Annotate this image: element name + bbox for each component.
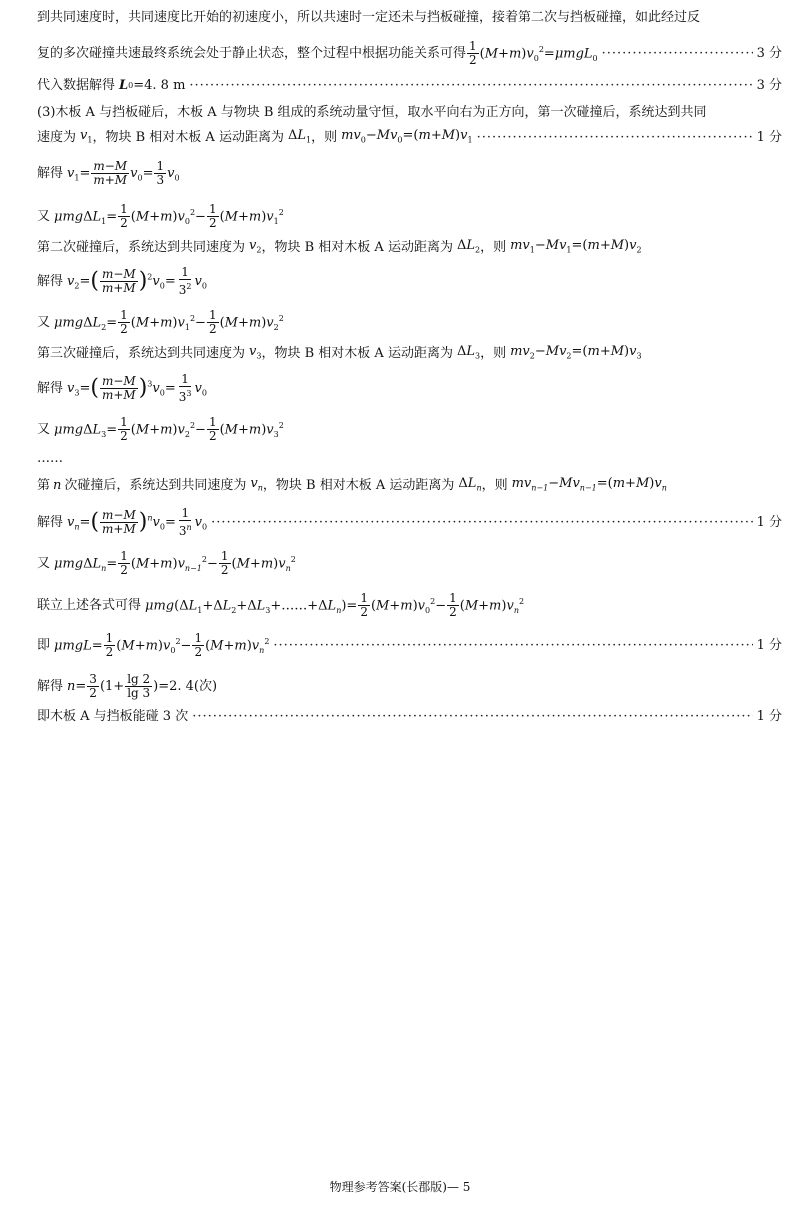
text-line-11: 第三次碰撞后，系统达到共同速度为 $v_3$ ，物块 B 相对木板 A 运动距离为 $\Delta L_3$ ，则 $mv_2-Mv_2=(m+M)v_3$ (37, 342, 782, 367)
equation: n= $\frac{3}{2}$ (1+ $\frac{\lg 2}{\lg 3}$ ) (67, 672, 159, 700)
equation: μmgΔL$_n$= $\frac{1}{2}$ $(M+m)v_{n-1}^2-$ $\frac{1}{2}$ $(M+m)v_n^2$ (54, 549, 296, 578)
text: ，物块 B 相对木板 A 运动距离为 (262, 478, 455, 494)
text: 次碰撞后，系统达到共同速度为 (64, 478, 247, 494)
text: 即木板 A 与挡板能碰 3 次 (37, 709, 189, 724)
equation: $mv_{n-1}-Mv_{n-1}=(m+M)v_n$ (511, 476, 667, 493)
dot-leader (192, 707, 752, 727)
text: 解得 (37, 273, 64, 289)
text-line-5: 速度为 $v_1$ ，物块 B 相对木板 A 运动距离为 $\Delta L_1$ ，则 $mv_0-Mv_0=(m+M)v_1$ ····· 1 分 (37, 126, 782, 151)
text-line-21 (37, 707, 782, 727)
score: 1 分 (756, 709, 782, 724)
page-footer: 物理参考答案(长郡版)— 5 (329, 1180, 471, 1194)
dot-leader (602, 44, 753, 64)
text: 又 (37, 315, 51, 331)
equation: $mv_1-Mv_1=(m+M)v_2$ (510, 238, 642, 255)
equation: $\frac{1}{2}$ $(M+m)v_0^2=\mu mgL_0$ (469, 39, 598, 68)
text-line-17 (37, 550, 782, 579)
equation: $v_2=$( $\frac{m-M}{m+M}$ )$^2v_0=$ $\frac{1}{3^2}$ $v_0$ (67, 265, 207, 297)
equation: μmgL= $\frac{1}{2}$ $(M+m)v_0^2-$ $\frac{1}{2}$ $(M+m)v_n^2$ (54, 631, 270, 660)
text: 联立上述各式可得 (37, 598, 142, 614)
text: 解得 (37, 380, 64, 396)
text: ，则 (480, 240, 507, 256)
text-line-10 (37, 309, 782, 338)
score: 3 分 (756, 78, 782, 93)
text: 到共同速度时，共同速度比开始的初速度小，所以共速时一定还未与挡板碰撞，接着第二次与挡板碰撞，如此经过反 (37, 10, 701, 25)
dot-leader (189, 76, 752, 96)
text-line-20 (37, 673, 782, 700)
text: ，物块 B 相对木板 A 运动距离为 (261, 240, 453, 256)
text: 又 (37, 209, 51, 225)
text: 复的多次碰撞共速最终系统会处于静止状态，整个过程中根据功能关系可得 (37, 46, 467, 62)
dot-leader (211, 513, 752, 533)
text: ，物块 B 相对木板 A 运动距离为 (261, 346, 453, 362)
text-line-18 (37, 592, 782, 621)
text: ，则 (311, 130, 338, 146)
dot-leader (477, 128, 753, 148)
equation: μmgΔL$_1$= $\frac{1}{2}$ $(M+m)v_0^2-$ $\frac{1}{2}$ $(M+m)v_1^2$ (54, 202, 284, 231)
score: 1 分 (756, 514, 782, 530)
text: 又 (37, 556, 51, 572)
text-line-16 (37, 507, 782, 538)
text-line-19 (37, 632, 782, 661)
score: 1 分 (756, 638, 782, 654)
text: ，则 (480, 346, 507, 362)
text: 解得 (37, 678, 64, 694)
equation: μmgΔL$_3$= $\frac{1}{2}$ $(M+m)v_2^2-$ $\frac{1}{2}$ $(M+m)v_3^2$ (54, 415, 284, 444)
equation: $v_n=$( $\frac{m-M}{m+M}$ )$^nv_0=$ $\frac{1}{3^n}$ $v_0$ (67, 506, 208, 538)
text: 第 (37, 478, 51, 494)
result: =2. 4(次) (158, 678, 218, 694)
text: 第二次碰撞后，系统达到共同速度为 (37, 240, 246, 256)
text-line-1 (37, 8, 782, 28)
text-line-2 (37, 40, 782, 69)
text-line-12 (37, 373, 782, 404)
text-line-13 (37, 416, 782, 445)
text: 又 (37, 422, 51, 438)
result: =4. 8 m (133, 78, 186, 93)
text-line-6 (37, 160, 782, 189)
text-line-9 (37, 266, 782, 297)
text: 解得 (37, 514, 64, 530)
text-line-15: 第 n 次碰撞后，系统达到共同速度为 $v_n$ ，物块 B 相对木板 A 运动距离为 $\Delta L_n$ ，则 $mv_{n-1}-Mv_{n-1}=(m+M)v_n$ (37, 474, 782, 499)
text: 代入数据解得 (37, 78, 116, 93)
text-line-7 (37, 203, 782, 232)
equation: $v_3=$( $\frac{m-M}{m+M}$ )$^3v_0=$ $\frac{1}{3^3}$ $v_0$ (67, 372, 207, 404)
equation: $mv_2-Mv_2=(m+M)v_3$ (510, 344, 642, 361)
ellipsis: …… (37, 451, 63, 466)
text: 速度为 (37, 130, 77, 146)
text: (3)木板 A 与挡板碰后，木板 A 与物块 B 组成的系统动量守恒，取水平向右为正方向，第一次碰撞后，系统达到共同 (37, 105, 707, 120)
score: 1 分 (756, 130, 782, 146)
dot-leader (273, 636, 752, 656)
equation: $v_1=$ $\frac{m-M}{m+M}$ $v_0=$ $\frac{1}{3}$ $v_0$ (67, 159, 180, 187)
text: ，物块 B 相对木板 A 运动距离为 (92, 130, 284, 146)
score: 3 分 (756, 46, 782, 62)
text: 解得 (37, 166, 64, 182)
text-line-3: 代入数据解得 L 0 =4. 8 m ····· 3 分 (37, 76, 782, 96)
text: 即 (37, 638, 51, 654)
text: 第三次碰撞后，系统达到共同速度为 (37, 346, 246, 362)
text-line-4 (37, 103, 782, 123)
text-line-14 (37, 449, 782, 469)
equation: $mv_0-Mv_0=(m+M)v_1$ (341, 128, 473, 145)
equation: μmgΔL$_2$= $\frac{1}{2}$ $(M+m)v_1^2-$ $\frac{1}{2}$ $(M+m)v_2^2$ (54, 308, 284, 337)
text-line-8: 第二次碰撞后，系统达到共同速度为 $v_2$ ，物块 B 相对木板 A 运动距离为 $\Delta L_2$ ，则 $mv_1-Mv_1=(m+M)v_2$ (37, 236, 782, 261)
equation: $\mu mg(\Delta L_1+\Delta L_2+\Delta L_3+\dots\dots+\Delta L_n)=$ $\frac{1}{2}$ $(M+m)v_0^2-$ $\frac{1}{2}$ $(M+m)v_n^2$ (145, 591, 525, 620)
text: ，则 (481, 478, 508, 494)
